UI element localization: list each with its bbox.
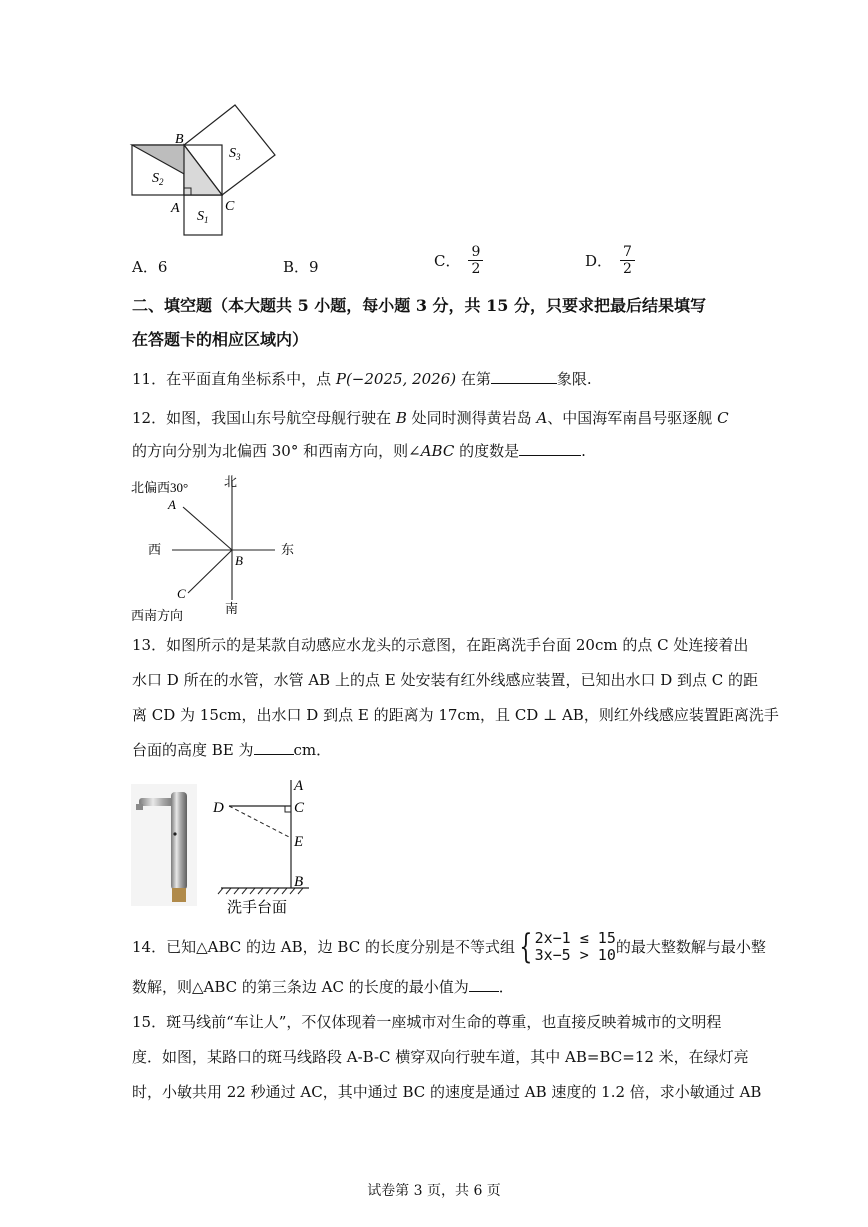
question-13-line2: 水口 D 所在的水管，水管 AB 上的点 E 处安装有红外线感应装置，已知出水口 D 到点 C 的距 — [132, 671, 759, 689]
q13-answer-blank[interactable] — [254, 740, 294, 755]
fig10-label-s2: S — [152, 171, 159, 186]
question-13-line3: 离 CD 为 15cm，出水口 D 到点 E 的距离为 17cm，且 CD ⊥ AB，则红外线感应装置距离洗手 — [132, 706, 779, 724]
section2-title-line1: 二、填空题（本大题共 5 小题，每小题 3 分，共 15 分，只要求把最后结果填写 — [132, 296, 706, 315]
compass-a: A — [168, 497, 176, 512]
q14-l1-post: 的最大整数解与最小整 — [615, 938, 766, 956]
faucet-label-d: D — [213, 800, 224, 816]
q11-post: 象限. — [556, 370, 592, 388]
q14-answer-blank[interactable] — [469, 977, 499, 992]
option-d-label: D． — [585, 252, 613, 270]
q14-l1-pre: 14．已知△ABC 的边 AB，边 BC 的长度分别是不等式组 — [132, 938, 515, 956]
compass-north: 北 — [224, 474, 238, 489]
q12-answer-blank[interactable] — [519, 441, 581, 456]
question-15-line1: 15．斑马线前“车让人”，不仅体现着一座城市对生命的尊重，也直接反映着城市的文明程 — [132, 1013, 722, 1031]
question-14-line1 — [132, 927, 766, 967]
q14-brace: { — [519, 927, 533, 967]
faucet-label-a: A — [294, 778, 304, 794]
question-14-line2 — [132, 977, 514, 997]
faucet-label-c: C — [294, 800, 305, 816]
compass-figure — [125, 472, 315, 624]
q11-pre: 11．在平面直角坐标系中，点 — [132, 370, 336, 388]
compass-b: B — [235, 553, 243, 568]
option-d[interactable] — [585, 244, 635, 277]
q12-l1-c: C — [717, 409, 729, 427]
q12-l2-post: 的度数是 — [454, 442, 520, 460]
q14-inequality-1: 2x−1 ≤ 15 — [534, 929, 616, 947]
question-13-line4 — [132, 740, 331, 760]
option-a[interactable] — [132, 256, 167, 277]
fig10-label-s2-sub: 2 — [159, 177, 164, 187]
section2-title-line2: 在答题卡的相应区域内） — [132, 330, 309, 349]
fig10-label-s1-sub: 1 — [204, 215, 209, 225]
q12-l1-mid2: 、中国海军南昌号驱逐舰 — [547, 409, 718, 427]
q12-l1-a: A — [536, 409, 548, 427]
q12-l2-abc: ABC — [420, 442, 455, 460]
fig10-label-s3-sub: 3 — [236, 152, 241, 162]
faucet-label-e: E — [294, 834, 304, 850]
option-c[interactable] — [434, 244, 483, 277]
question-15-line3: 时，小敏共用 22 秒通过 AC，其中通过 BC 的速度是通过 AB 速度的 1.2 倍，求小敏通过 AB — [132, 1083, 762, 1101]
option-b[interactable] — [283, 256, 319, 277]
compass-west: 西 — [148, 542, 162, 557]
q11-answer-blank[interactable] — [491, 369, 557, 384]
q14-inequality-2: 3x−5 > 10 — [534, 946, 616, 964]
svg-text:S2 — [152, 171, 164, 187]
q14-l2-pre: 数解，则△ABC 的第三条边 AC 的长度的最小值为 — [132, 978, 469, 996]
question-12-line1 — [132, 408, 729, 428]
q12-l1-pre: 12．如图，我国山东号航空母舰行驶在 — [132, 409, 396, 427]
q13-l4-post: cm． — [293, 741, 332, 759]
svg-text:S3 — [229, 146, 241, 162]
q12-l1-mid: 处同时测得黄岩岛 — [406, 409, 537, 427]
fig10-label-s1: S — [197, 209, 204, 224]
compass-east: 东 — [281, 542, 295, 557]
q12-l1-b: B — [395, 409, 407, 427]
page-footer: 试卷第 3 页，共 6 页 — [367, 1183, 501, 1199]
q12-l2-end: . — [581, 442, 586, 460]
faucet-caption: 洗手台面 — [227, 900, 288, 916]
option-d-fraction — [620, 244, 635, 277]
pythagoras-figure — [125, 100, 285, 245]
option-c-numerator: 9 — [468, 244, 483, 261]
fig10-label-a: A — [171, 201, 180, 216]
faucet-label-b: B — [294, 874, 304, 890]
option-b-label: B．9 — [283, 258, 319, 276]
question-11 — [132, 369, 592, 389]
option-c-label: C． — [434, 252, 461, 270]
q12-l2-pre: 的方向分别为北偏西 30° 和西南方向，则∠ — [132, 442, 421, 460]
question-15-line2: 度．如图，某路口的斑马线路段 A-B-C 横穿双向行驶车道，其中 AB=BC=12 米，在绿灯亮 — [132, 1048, 749, 1066]
q14-l2-post: ． — [498, 978, 514, 996]
compass-sw-label: 西南方向 — [131, 608, 184, 623]
faucet-photo — [131, 784, 197, 906]
faucet-diagram — [205, 774, 325, 916]
option-d-numerator: 7 — [620, 244, 635, 261]
fig10-label-s3: S — [229, 146, 236, 161]
option-c-denominator: 2 — [471, 261, 481, 277]
option-c-fraction — [468, 244, 483, 277]
q14-inequality-system — [535, 930, 616, 964]
fig10-label-c: C — [225, 199, 235, 214]
svg-text:S1 — [197, 209, 209, 225]
option-d-denominator: 2 — [623, 261, 632, 277]
q13-l4-pre: 台面的高度 BE 为 — [132, 741, 254, 759]
question-12-line2 — [132, 441, 586, 461]
compass-ne-label: 北偏西30° — [131, 480, 189, 495]
compass-south: 南 — [225, 601, 239, 616]
q11-point: P(−2025, 2026) — [335, 370, 457, 388]
option-a-label: A．6 — [132, 258, 168, 276]
compass-c: C — [177, 586, 186, 601]
question-13-line1: 13．如图所示的是某款自动感应水龙头的示意图，在距离洗手台面 20cm 的点 C 处连接着出 — [132, 636, 749, 654]
q11-mid: 在第 — [456, 370, 491, 388]
fig10-label-b: B — [175, 132, 184, 147]
